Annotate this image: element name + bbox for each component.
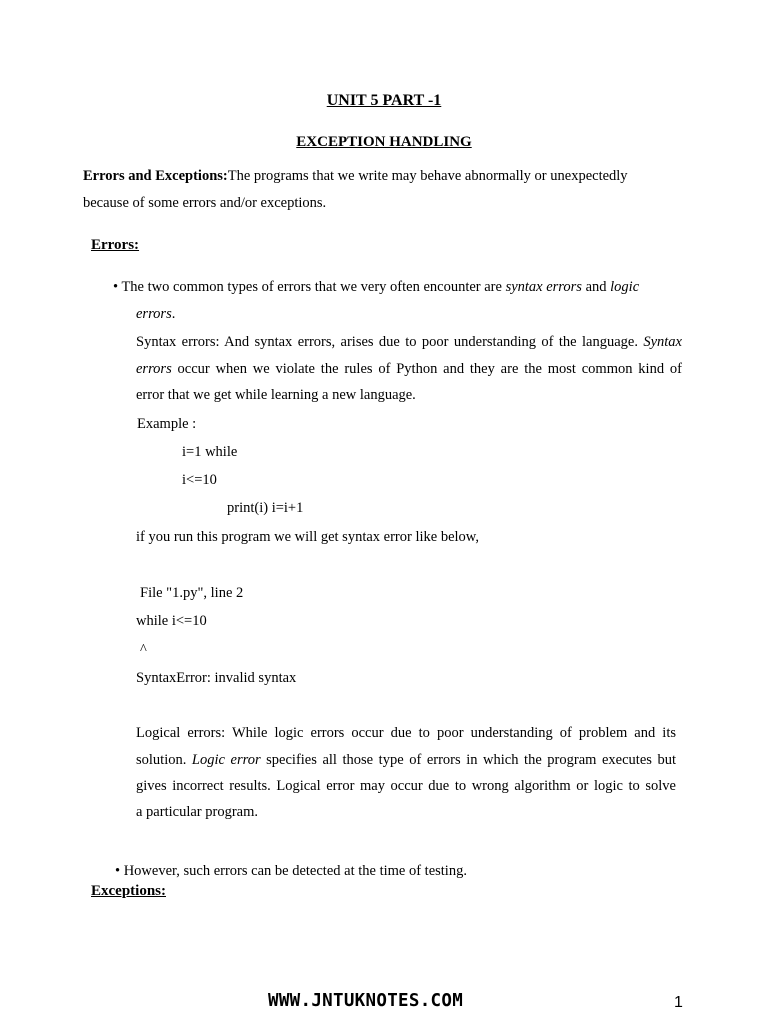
footer-site-url: WWW.JNTUKNOTES.COM <box>268 991 464 1011</box>
error-output-line-2: while i<=10 <box>136 613 207 629</box>
bullet-item-errors: • The two common types of errors that we very often encounter are syntax errors and logic <box>113 279 640 295</box>
syntax-para-line-3: error that we get while learning a new language. <box>136 387 416 403</box>
error-output-line-1: File "1.py", line 2 <box>140 585 244 601</box>
page-title: UNIT 5 PART -1 <box>326 92 442 109</box>
bullet-marker: • <box>115 863 121 879</box>
section-title: EXCEPTION HANDLING <box>296 134 472 150</box>
syntax-para-line-2: errors occur when we violate the rules of Python and they are the most common kind of <box>136 361 682 377</box>
bullet-marker: • <box>113 279 119 295</box>
intro-line-1 <box>83 169 628 184</box>
page-number: 1 <box>674 994 683 1011</box>
bullet-item-testing: • However, such errors can be detected at the time of testing. <box>115 863 467 879</box>
logical-para-line-1: Logical errors: While logic errors occur due to poor understanding of problem and its <box>136 725 676 741</box>
exceptions-heading: Exceptions: <box>91 883 166 899</box>
intro-text-1: The programs that we write may behave abnormally or unexpectedly <box>227 168 628 184</box>
bullet-item-errors-cont: errors. <box>136 306 176 322</box>
code-line-2: i<=10 <box>182 472 217 488</box>
intro-line-2: because of some errors and/or exceptions. <box>83 195 327 211</box>
intro-lead: Errors and Exceptions: <box>83 168 228 184</box>
code-line-1: i=1 while <box>182 444 238 460</box>
code-line-3: print(i) i=i+1 <box>227 500 304 516</box>
syntax-para-line-1: Syntax errors: And syntax errors, arises due to poor understanding of the language. Syntax <box>136 334 682 350</box>
logical-para-line-2: solution. Logic error specifies all those type of errors in which the program executes but <box>136 752 676 768</box>
logical-para-line-3: gives incorrect results. Logical error may occur due to wrong algorithm or logic to solve <box>136 778 676 794</box>
error-output-line-4: SyntaxError: invalid syntax <box>136 670 297 686</box>
errors-heading: Errors: <box>91 237 140 253</box>
example-followup: if you run this program we will get syntax error like below, <box>136 529 479 545</box>
example-label: Example : <box>137 416 197 432</box>
error-output-caret: ^ <box>140 642 147 658</box>
logical-para-line-4: a particular program. <box>136 804 258 820</box>
